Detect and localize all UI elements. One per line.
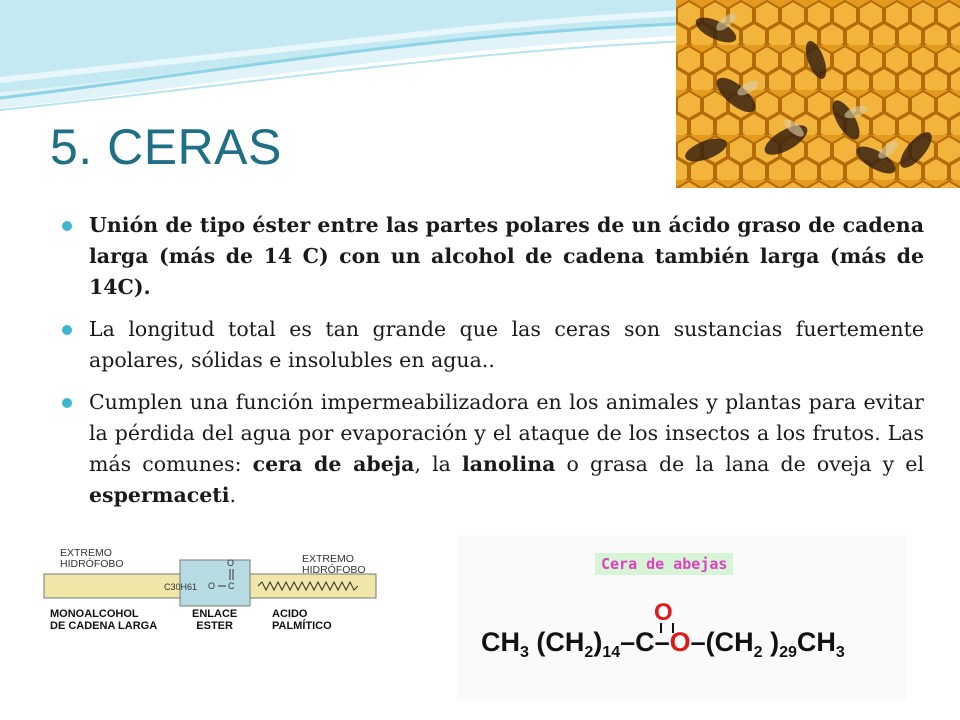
bullet-dot-icon: [62, 221, 72, 231]
left-hydrophobic-label: EXTREMO HIDRÓFOBO: [60, 547, 124, 570]
bullet-item: [62, 387, 924, 511]
bullet-text: .: [229, 483, 237, 507]
monoalcohol-label: MONOALCOHOL DE CADENA LARGA: [50, 608, 158, 632]
beeswax-formula-image: [457, 535, 907, 700]
ester-bond-label: ENLACE ESTER: [192, 608, 238, 632]
ester-structure-diagram: [40, 544, 382, 640]
bullet-text: lanolina: [461, 452, 556, 476]
bullet-item: [62, 314, 924, 376]
bullet-dot-icon: [62, 398, 72, 408]
beeswax-formula-title: Cera de abejas: [595, 553, 733, 575]
bullet-text: Unión de tipo éster entre las partes polares de un ácido graso de cadena larga (más de 14 C) con un alcohol de cadena también larga (más de 14C).: [89, 213, 924, 299]
carbonyl-carbon-label: C: [228, 581, 235, 591]
bullet-dot-icon: [62, 325, 72, 335]
ester-oxygen-label: O: [208, 581, 216, 591]
bullet-text: , la: [414, 452, 462, 476]
bullet-text: La longitud total es tan grande que las ceras son sustancias fuertemente apolares, sólidas e insolubles en agua..: [89, 317, 924, 372]
bullet-item: [62, 210, 924, 303]
bullet-text: cera de abeja: [252, 452, 415, 476]
bullet-list: [62, 210, 924, 522]
bullet-text: o grasa de la lana de oveja y el: [555, 452, 924, 476]
beeswax-formula: $CH_3$ $(CH_2)_{14}-C-O-(CH_2$ )$_{29}CH_3$: [481, 627, 845, 661]
carbonyl-oxygen-label: O: [227, 558, 235, 568]
carbonyl-oxygen: O: [654, 599, 673, 626]
bullet-text: espermaceti: [89, 483, 230, 507]
honeycomb-with-bees-photo: [676, 0, 960, 188]
slide-title: 5. CERAS: [50, 119, 282, 175]
bullet-text: Cumplen una función impermeabilizadora en los animales y plantas para evitar la pérdida del agua por evaporación y el ataque de los insectos a los frutos. Las más comunes:: [89, 390, 924, 476]
alcohol-chain-formula: C30H61: [164, 582, 198, 592]
palmitic-acid-label: ACIDO PALMÍTICO: [272, 608, 332, 632]
right-hydrophobic-label: EXTREMO HIDRÓFOBO: [302, 553, 366, 576]
